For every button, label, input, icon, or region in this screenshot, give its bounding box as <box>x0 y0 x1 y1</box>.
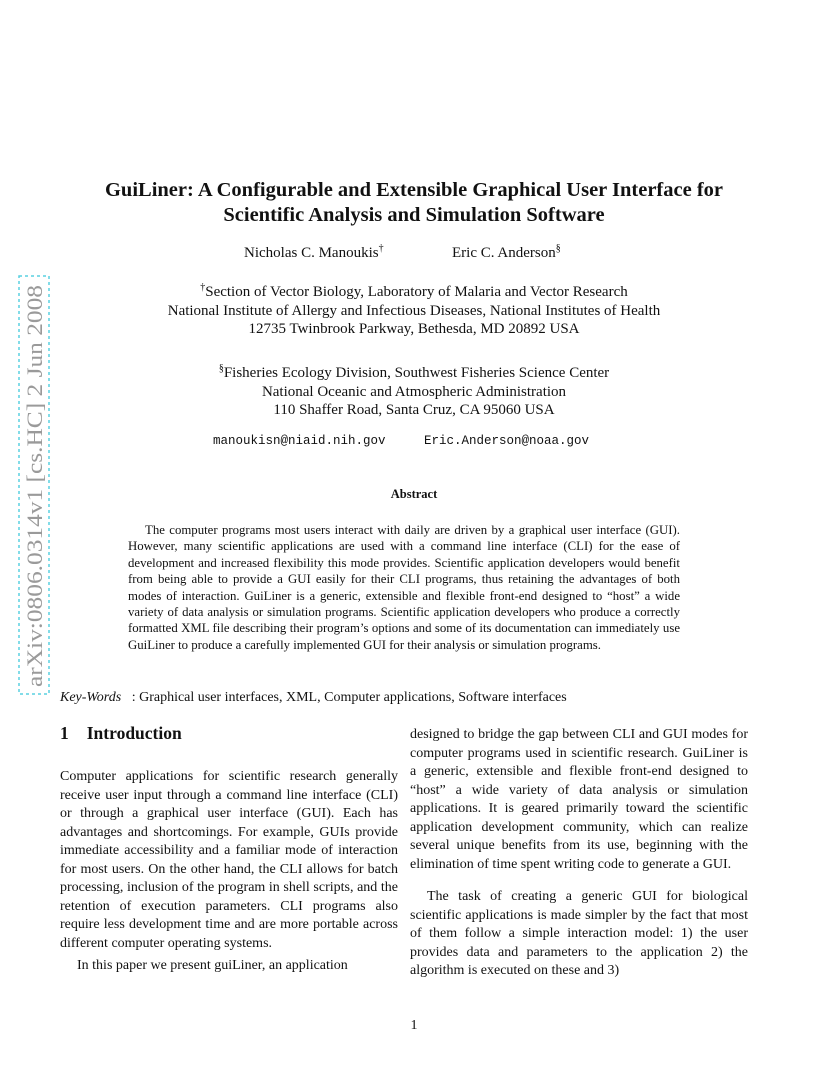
title-line-2: Scientific Analysis and Simulation Software <box>223 204 605 226</box>
keywords-label: Key-Words <box>60 690 122 705</box>
author-name: Nicholas C. Manoukis† <box>244 243 384 261</box>
right-column <box>410 726 748 981</box>
paragraph: Computer applications for scientific research generally receive user input through a command line interface (CLI) or through a graphical user interface (GUI). Each has advantages and shortcomings. For example, GUIs provide immediate accessibility and a familiar mode of interaction for most users. On the other hand, the CLI allows for batch processing, inclusion of the program in shell scripts, and the retention of execution parameters. CLI programs also require less development time and are more portable across different computer operating systems. <box>60 769 398 951</box>
affiliation-line: Fisheries Ecology Division, Southwest Fisheries Science Center <box>223 365 610 381</box>
paragraph: The task of creating a generic GUI for biological scientific applications is made simpler by the fact that most of them follow a simple interaction model: 1) the user provides data and parameters to the application 2) the algorithm is executed on these and 3) <box>410 889 748 978</box>
affiliation-mark: § <box>218 363 224 374</box>
affiliation-line: National Oceanic and Atmospheric Administration <box>261 383 567 400</box>
affiliation-line: 110 Shaffer Road, Santa Cruz, CA 95060 USA <box>273 402 555 418</box>
page-number: 1 <box>410 1018 418 1033</box>
keywords-text: : Graphical user interfaces, XML, Computer applications, Software interfaces <box>131 690 567 705</box>
arxiv-stamp-text: arXiv:0806.0314v1 [cs.HC] 2 Jun 2008 <box>22 338 47 687</box>
paper-title <box>0 178 828 228</box>
email-address[interactable]: Eric.Anderson@noaa.gov <box>424 434 590 448</box>
keywords <box>60 690 567 706</box>
paragraph: designed to bridge the gap between CLI and GUI modes for computer programs used in scientific research. GuiLiner is a generic, extensible and flexible front-end designed to “host” a wide variety of data analysis or simulation applications. It is geared primarily toward the scientific application development community, which can realize several unique benefits from its use, beginning with the elimination of time spent writing code to generate a GUI. <box>410 727 748 872</box>
left-column <box>60 768 398 976</box>
abstract-heading: Abstract <box>390 487 438 501</box>
author-name: Eric C. Anderson§ <box>452 243 561 261</box>
title-line-1: GuiLiner: A Configurable and Extensible Graphical User Interface for <box>104 179 724 201</box>
section-heading <box>60 723 182 744</box>
abstract-text: The computer programs most users interact with daily are driven by a graphical user interface (GUI). However, many scientific applications are used with a command line interface (CLI) for the ease of development and increased flexibility this mode provides. Scientific application developers would benefit from being able to provide a GUI easily for their CLI programs, thus retaining the advantages of both modes of interaction. GuiLiner is a generic, extensible and flexible front-end designed to “host” a wide variety of data analysis or simulation programs. Scientific application developers who produce a correctly formatted XML file describing their program’s options and some of its documentation can immediately use GuiLiner to produce a carefully implemented GUI for their analysis or simulation programs. <box>128 523 680 652</box>
section-number: 1 <box>60 723 69 743</box>
email-list <box>0 434 828 452</box>
author-list <box>0 245 828 265</box>
affiliation <box>0 283 828 339</box>
section-title: Introduction <box>86 723 182 743</box>
affiliation-line: 12735 Twinbrook Parkway, Bethesda, MD 20892 USA <box>248 321 580 337</box>
affiliation <box>0 364 828 420</box>
paragraph: In this paper we present guiLiner, an application <box>77 958 348 973</box>
affiliation-mark: § <box>555 243 561 254</box>
affiliation-mark: † <box>200 282 206 293</box>
affiliation-mark: † <box>378 243 384 254</box>
affiliation-line: Section of Vector Biology, Laboratory of Malaria and Vector Research <box>205 284 628 300</box>
affiliation-line: National Institute of Allergy and Infectious Diseases, National Institutes of Health <box>167 302 661 319</box>
email-address[interactable]: manoukisn@niaid.nih.gov <box>213 434 386 448</box>
